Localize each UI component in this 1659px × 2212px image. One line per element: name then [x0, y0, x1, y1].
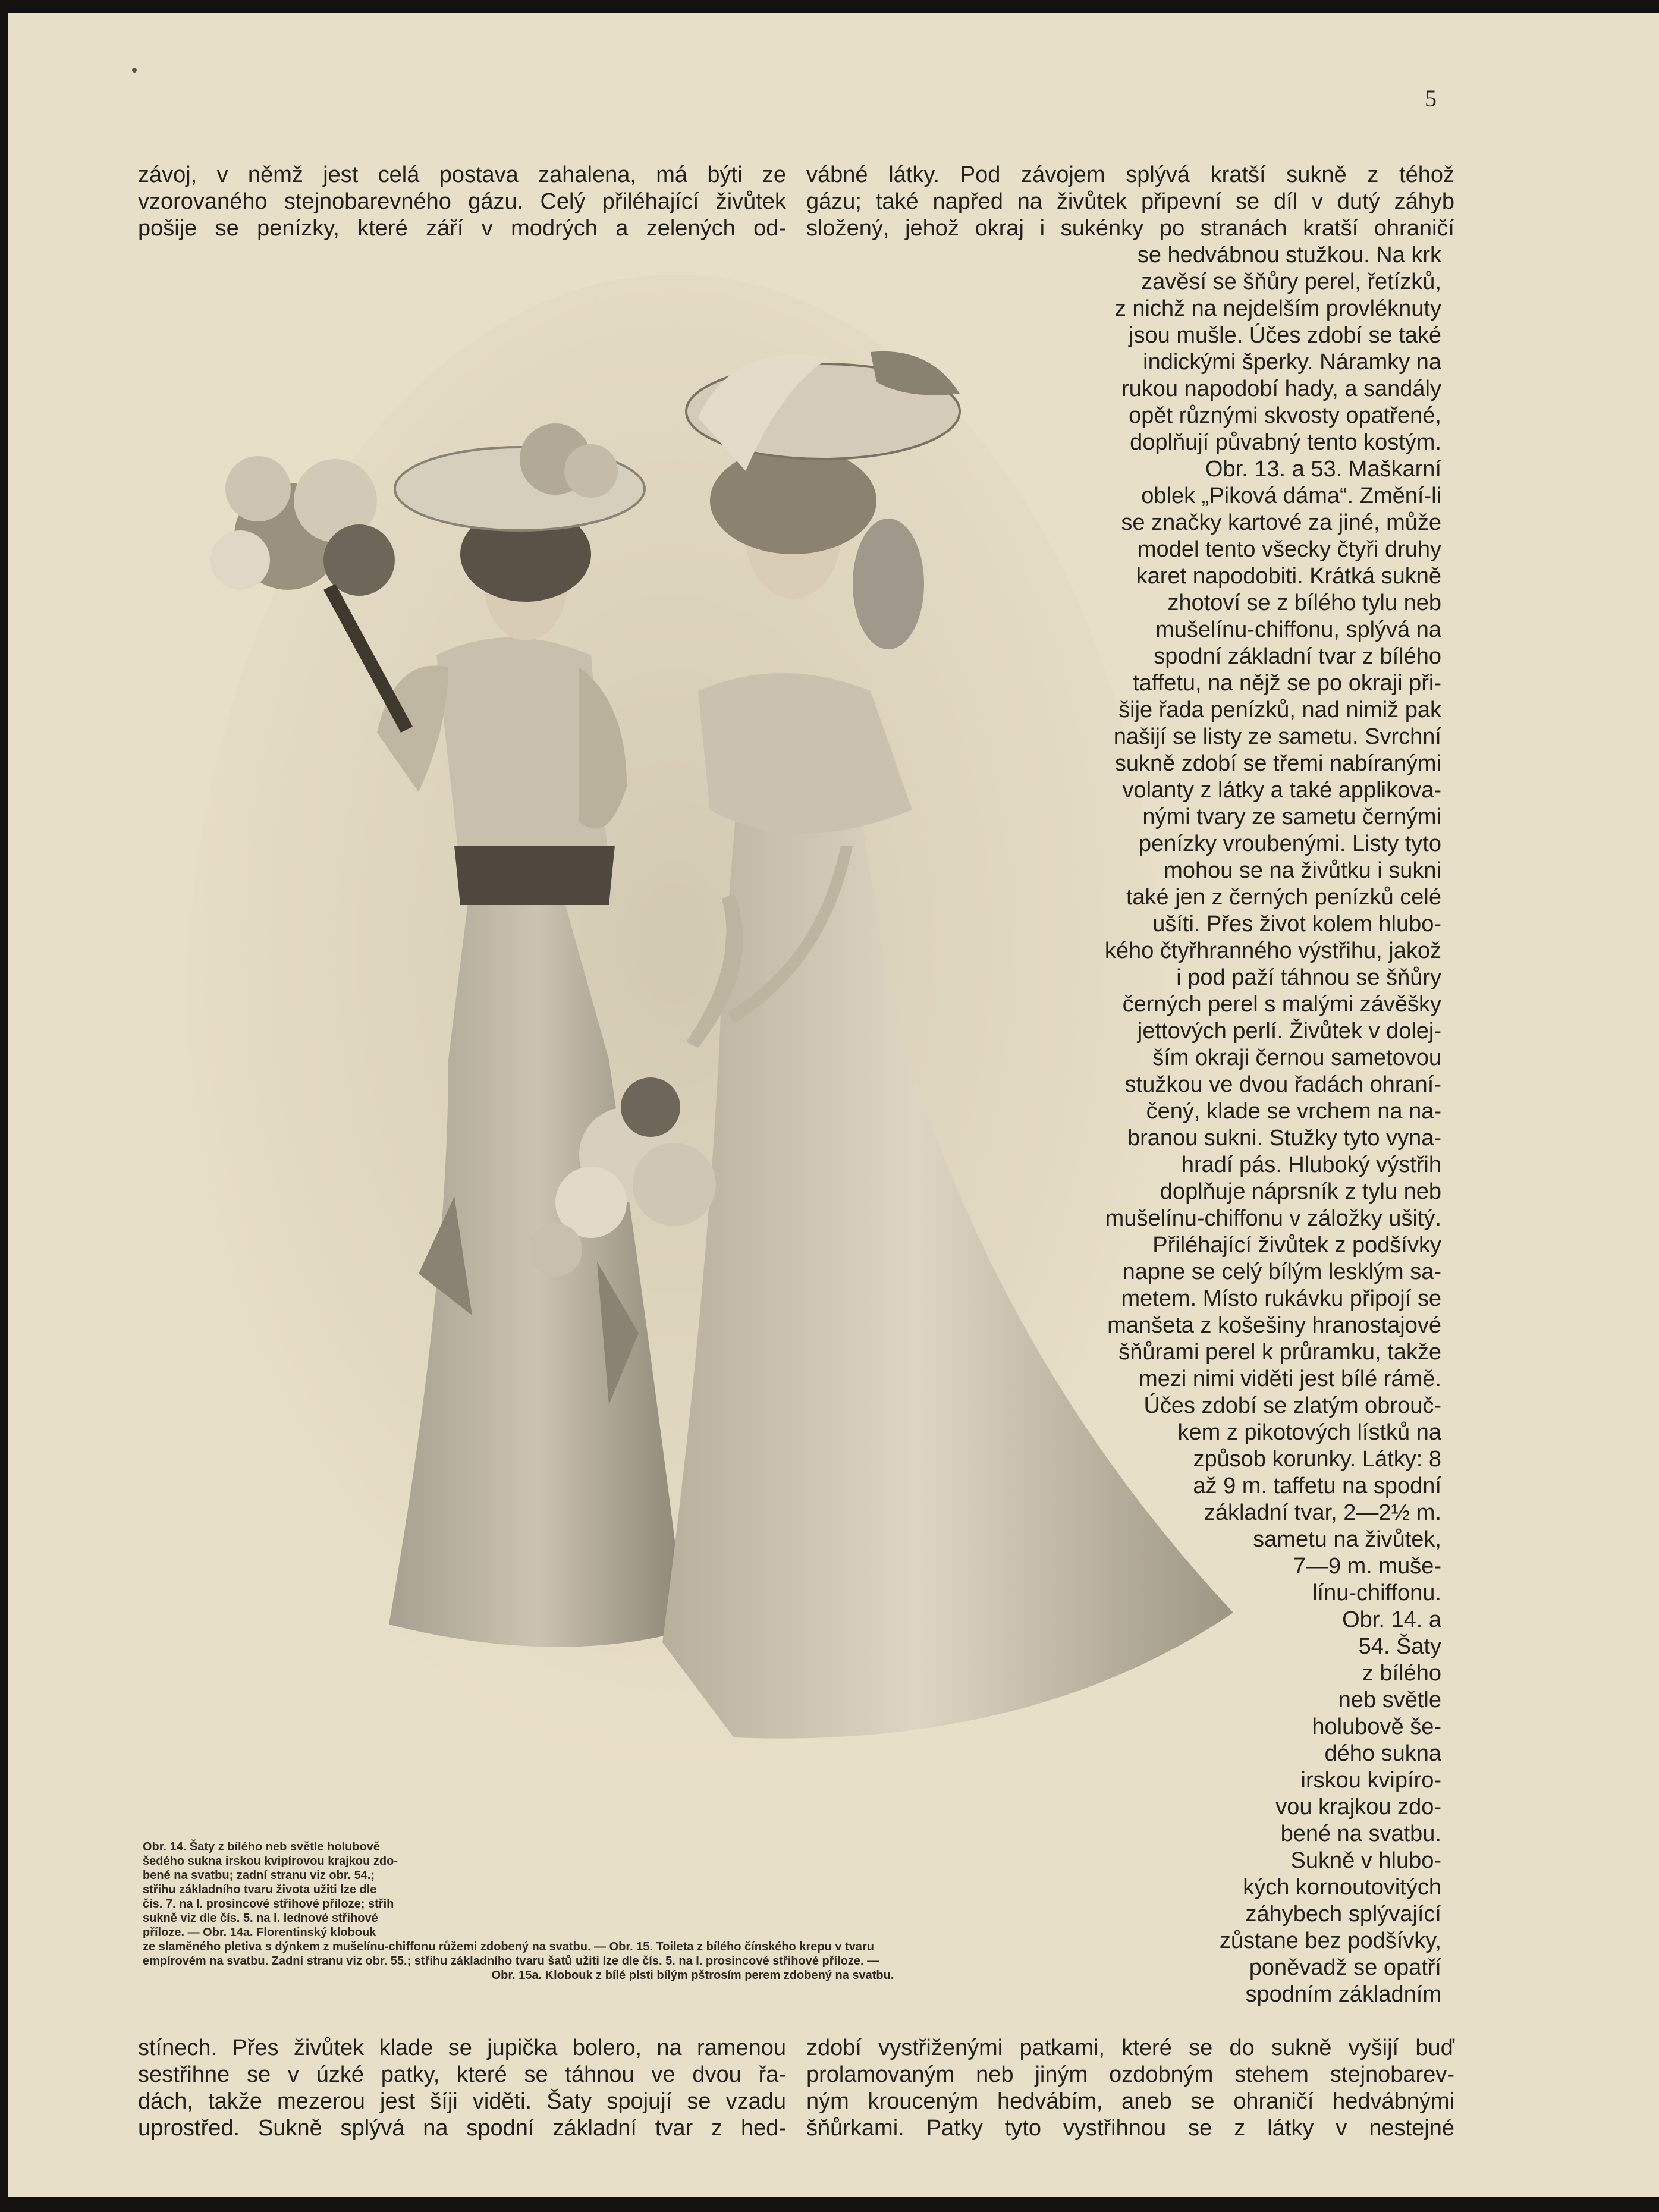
text-line: doplňují půvabný tento kostým.	[1130, 430, 1441, 455]
text-line: složený, jehož okraj i sukénky po stranách kratší ohraničí	[806, 216, 1454, 241]
text-line: sametu na živůtek,	[1253, 1527, 1441, 1552]
text-line: ším okraji černou sametovou	[1152, 1045, 1441, 1070]
caption-line: příloze. — Obr. 14a. Florentinský klobouk	[143, 1926, 376, 1939]
text-line: Účes zdobí se zlatým obrouč-	[1143, 1393, 1441, 1418]
text-line: model tento všecky čtyři druhy	[1137, 537, 1441, 562]
bottom-left-text	[138, 2035, 786, 2142]
figure-caption-wide	[143, 1940, 1243, 1982]
text-line: neb světle	[1338, 1688, 1441, 1713]
text-line: línu-chiffonu.	[1312, 1581, 1441, 1605]
text-line: 7—9 m. muše-	[1293, 1554, 1441, 1579]
text-line: prolamovaným neb jiným ozdobným stehem stejnobarev-	[806, 2062, 1454, 2087]
text-line: sestřihne se v úzké patky, které se táhnou ve dvou řa-	[138, 2062, 786, 2087]
text-line: závoj, v němž jest celá postava zahalena, má býti ze	[138, 162, 786, 187]
text-line: dách, takže mezerou jest šíji viděti. Šaty spojují se vzadu	[138, 2089, 786, 2114]
text-line: taffetu, na nějž se po okraji při-	[1133, 671, 1441, 696]
text-line: manšeta z košešiny hranostajové	[1107, 1313, 1441, 1338]
text-line: napne se celý bílým lesklým sa-	[1122, 1259, 1441, 1284]
text-line: hradí pás. Hluboký výstřih	[1181, 1152, 1441, 1177]
text-line: vzorovaného stejnobarevného gázu. Celý přiléhající živůtek	[138, 189, 786, 214]
text-line: kého čtyřhranného výstřihu, jakož	[1104, 938, 1441, 963]
text-line: uprostřed. Sukně splývá na spodní základní tvar z hed-	[138, 2116, 786, 2141]
caption-line: čís. 7. na I. prosincové střihové příloze; střih	[143, 1897, 394, 1911]
text-line: čený, klade se vrchem na na-	[1146, 1099, 1441, 1124]
bottom-middle-text	[806, 2035, 1454, 2142]
paper-speck	[132, 68, 137, 73]
figure-caption-left	[143, 1840, 398, 1940]
caption-line: střihu základního tvaru života užiti lze dle	[143, 1883, 377, 1896]
text-line: stužkou ve dvou řadách ohraní-	[1124, 1072, 1441, 1097]
text-line: způsob korunky. Látky: 8	[1193, 1447, 1441, 1472]
text-line: vou krajkou zdo-	[1275, 1795, 1441, 1820]
text-line: zdobí vystřiženými patkami, které se do sukně vyšijí buď	[806, 2035, 1454, 2060]
text-line: kem z pikotových lístků na	[1177, 1420, 1441, 1445]
text-line: i pod paží táhnou se šňůry	[1176, 965, 1441, 990]
caption-line: bené na svatbu; zadní stranu viz obr. 54.;	[143, 1869, 375, 1882]
text-line: holubově še-	[1312, 1714, 1441, 1739]
text-line: také jen z černých penízků celé	[1126, 885, 1441, 910]
text-line: vábné látky. Pod závojem splývá kratší sukně z téhož	[806, 162, 1454, 187]
text-line: jettových perlí. Živůtek v dolej-	[1137, 1019, 1441, 1044]
text-line: Sukně v hlubo-	[1290, 1848, 1441, 1873]
text-line: jsou mušle. Účes zdobí se také	[1129, 323, 1441, 348]
text-line: penízky vroubenými. Listy tyto	[1139, 831, 1441, 856]
text-line: pošije se penízky, které září v modrých a zelených od-	[138, 216, 786, 241]
text-line: Přiléhající živůtek z podšívky	[1152, 1233, 1441, 1258]
text-line: kých kornoutovitých	[1243, 1875, 1441, 1900]
magazine-page	[8, 13, 1659, 2197]
text-line: oblek „Piková dáma“. Změní-li	[1141, 483, 1441, 508]
text-line: zavěsí se šňůry perel, řetízků,	[1141, 269, 1441, 294]
text-line: gázu; také napřed na živůtek připevní se díl v dutý záhyb	[806, 189, 1454, 214]
text-line: stínech. Přes živůtek klade se jupička bolero, na ramenou	[138, 2035, 786, 2060]
text-line: Obr. 14. a	[1342, 1607, 1441, 1632]
text-line: volanty z látky a také applikova-	[1122, 778, 1441, 803]
text-line: černých perel s malými závěšky	[1122, 992, 1441, 1017]
text-line: šije řada penízků, nad nimiž pak	[1118, 697, 1441, 722]
right-column-text	[1025, 242, 1441, 2008]
text-line: opět různými skvosty opatřené,	[1129, 403, 1441, 428]
text-line: mezi nimi viděti jest bílé rámě.	[1139, 1366, 1441, 1391]
text-line: mohou se na živůtku i sukni	[1164, 858, 1441, 883]
text-line: poněvadž se opatří	[1249, 1955, 1441, 1980]
text-line: ným krouceným hedvábím, aneb se ohraničí hedvábnými	[806, 2089, 1454, 2114]
text-line: zhotoví se z bílého tylu neb	[1167, 590, 1441, 615]
caption-line: empírovém na svatbu. Zadní stranu viz obr. 55.; střihu základního tvaru šatů užiti lze dle čís. 5. na I. prosincové střihové příloze. —	[143, 1955, 879, 1968]
left-sash	[454, 846, 615, 905]
caption-line: Obr. 15a. Klobouk z bílé plsti bílým pštrosím perem zdobený na svatbu.	[491, 1969, 894, 1982]
text-line: zůstane bez podšívky,	[1219, 1928, 1441, 1953]
text-line: šňůrkami. Patky tyto vystřihnou se z látky v nestejné	[806, 2116, 1454, 2141]
text-line: spodní základní tvar z bílého	[1154, 644, 1441, 669]
caption-line: šedého sukna irskou kvipírovou krajkou zdo-	[143, 1855, 398, 1868]
text-line: spodním základním	[1245, 1982, 1441, 2007]
text-line: sukně zdobí se třemi nabíranými	[1114, 751, 1441, 776]
text-line: 54. Šaty	[1358, 1634, 1441, 1659]
text-line: šňůrami perel k průramku, takže	[1118, 1340, 1441, 1365]
text-line: bené na svatbu.	[1280, 1821, 1441, 1846]
caption-line: sukně viz dle čís. 5. na I. lednové střihové	[143, 1912, 378, 1925]
text-line: Obr. 13. a 53. Maškarní	[1205, 457, 1441, 482]
text-line: indickými šperky. Náramky na	[1143, 350, 1441, 375]
page-number: 5	[1425, 85, 1437, 112]
text-line: ušíti. Přes život kolem hlubo-	[1152, 912, 1441, 937]
text-line: záhybech splývající	[1245, 1902, 1441, 1927]
text-line: nými tvary ze sametu černými	[1142, 805, 1441, 830]
text-line: z bílého	[1362, 1661, 1441, 1686]
text-line: základní tvar, 2—2½ m.	[1204, 1500, 1441, 1525]
text-line: irskou kvipíro-	[1300, 1768, 1441, 1793]
text-line: našijí se listy ze sametu. Svrchní	[1113, 724, 1441, 749]
text-line: branou sukni. Stužky tyto vyna-	[1127, 1126, 1441, 1151]
text-line: mušelínu-chiffonu, splývá na	[1155, 617, 1441, 642]
text-line: se značky kartové za jiné, může	[1121, 510, 1441, 535]
caption-line: Obr. 14. Šaty z bílého neb světle holubově	[143, 1840, 380, 1853]
text-line: metem. Místo rukávku připojí se	[1121, 1286, 1441, 1311]
top-left-text	[138, 162, 786, 242]
text-line: dého sukna	[1324, 1741, 1441, 1766]
top-middle-text	[806, 162, 1454, 242]
text-line: doplňuje náprsník z tylu neb	[1160, 1179, 1441, 1204]
text-line: se hedvábnou stužkou. Na krk	[1137, 243, 1441, 268]
text-line: z nichž na nejdelším provléknuty	[1114, 296, 1441, 321]
caption-line: ze slaměného pletiva s dýnkem z mušelínu-chiffonu růžemi zdobený na svatbu. — Obr. 15. Toileta z bílého čínského krepu v tvaru	[143, 1940, 874, 1953]
text-line: karet napodobiti. Krátká sukně	[1136, 564, 1441, 589]
text-line: až 9 m. taffetu na spodní	[1193, 1473, 1441, 1498]
text-line: mušelínu-chiffonu v záložky ušitý.	[1105, 1206, 1441, 1231]
text-line: rukou napodobí hady, a sandály	[1121, 376, 1441, 401]
